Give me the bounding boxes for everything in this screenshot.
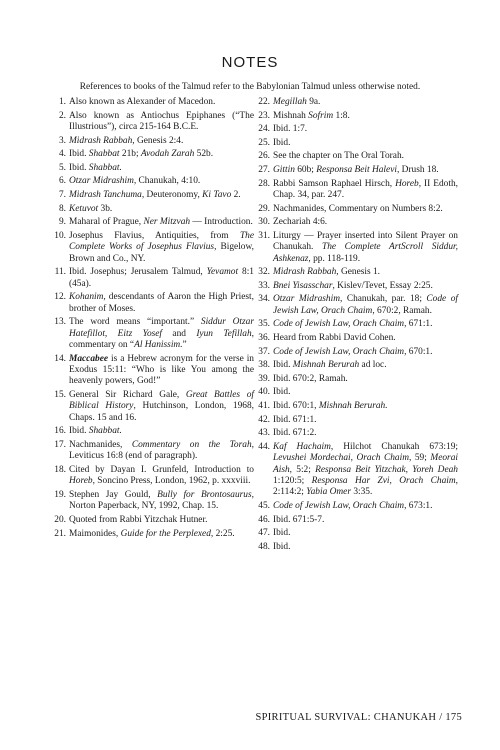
note-number: 28.	[258, 178, 270, 189]
note-text: , Drush 18.	[396, 164, 439, 175]
note-text: , II Edoth, Chap. 34, par. 247.	[273, 178, 459, 200]
note-number: 44.	[258, 441, 270, 452]
note-text: Kaf Hachaim	[273, 441, 331, 452]
note-item	[256, 179, 458, 202]
note-text: Ibid.	[273, 360, 293, 371]
note-text: , 59;	[409, 453, 431, 464]
note-item	[256, 281, 458, 292]
note-item	[52, 163, 254, 174]
note-item	[52, 390, 254, 424]
note-text: Ibid. 671:5-7.	[273, 514, 325, 525]
note-text: Megillah	[273, 97, 307, 107]
note-text: Kohanim	[69, 292, 104, 303]
note-item	[52, 204, 254, 215]
note-text: Ibid.	[69, 426, 89, 437]
note-number: 20.	[54, 514, 66, 525]
note-item	[52, 217, 254, 228]
note-text: Ibid.	[273, 137, 291, 148]
note-item	[256, 111, 458, 122]
note-text: Nachmanides,	[69, 439, 132, 450]
note-item	[52, 465, 254, 488]
note-text: Meorai Aish	[273, 453, 458, 475]
note-text: Midrash Tanchuma	[69, 189, 142, 200]
note-number: 4.	[58, 149, 66, 160]
note-text: Code of Jewish Law, Orach Chaim	[273, 346, 405, 357]
note-text: Great Battles of Biblical History	[69, 389, 254, 412]
note-text: Responsa Beit Halevi	[316, 164, 397, 175]
note-number: 15.	[54, 389, 66, 400]
note-text: , descendants of Aaron the High Priest, brother of Moses.	[69, 292, 254, 314]
note-text: General Sir Richard Gale,	[69, 389, 186, 400]
note-text: ad loc.	[359, 360, 387, 371]
note-text: Stephen Jay Gould,	[69, 489, 158, 500]
note-number: 40.	[258, 387, 270, 398]
note-number: 18.	[54, 464, 66, 475]
note-text: Mishnah Berurah	[292, 360, 360, 371]
note-item	[256, 347, 458, 358]
note-text: Rabbi Samson Raphael Hirsch,	[273, 178, 396, 189]
note-text: Ibid. Josephus; Jerusalem Talmud,	[69, 267, 207, 278]
note-text: , 2:114:2;	[273, 475, 458, 498]
note-number: 48.	[258, 541, 270, 552]
note-text: , Kislev/Tevet, Essay 2:25.	[332, 280, 433, 291]
note-text: Zechariah 4:6.	[273, 217, 328, 228]
note-text: Maharal of Prague,	[69, 217, 144, 228]
note-number: 21.	[54, 528, 66, 539]
note-text: The Complete Works of Josephus Flavius	[69, 230, 254, 253]
note-text: , pp. 118-119.	[308, 253, 361, 264]
note-number: 26.	[258, 151, 270, 162]
note-text: Horeb	[69, 476, 93, 487]
note-number: 19.	[54, 489, 66, 500]
note-text: See the chapter on The Oral Torah.	[273, 151, 404, 162]
note-item	[256, 217, 458, 228]
note-text: Ibid. 1:7.	[273, 124, 308, 135]
intro-text: References to books of the Talmud refer to the Babylonian Talmud unless otherwise noted.	[79, 82, 421, 92]
note-text: Responsa Har Zvi, Orach Chaim	[311, 475, 456, 486]
note-item	[256, 138, 458, 149]
note-text: Shabbat.	[88, 162, 122, 173]
note-text: Code of Jewish Law, Orach Chaim	[273, 294, 458, 316]
note-text: Levushei Mordechai, Orach Chaim	[273, 453, 409, 464]
note-item	[256, 387, 458, 398]
note-item	[52, 97, 254, 108]
note-number: 11.	[54, 267, 66, 278]
note-text: Midrash Rabbah	[273, 267, 337, 278]
note-text: Commentary on the Torah	[131, 439, 252, 450]
note-text: Ibid.	[69, 162, 89, 173]
note-item	[256, 294, 458, 317]
note-text: , 5:2;	[289, 464, 316, 475]
note-number: 16.	[54, 426, 66, 437]
note-number: 31.	[258, 230, 270, 241]
note-text: 8:1 (45a).	[69, 267, 254, 289]
note-text: , Genesis 1.	[336, 267, 381, 278]
note-number: 29.	[258, 203, 270, 214]
note-text: 1:8.	[333, 110, 350, 121]
note-number: 7.	[58, 189, 66, 200]
note-text: Al Hanissim.	[134, 339, 183, 350]
note-item	[256, 374, 458, 385]
note-item	[52, 149, 254, 160]
note-text: , Chanukah, par. 18;	[340, 294, 427, 305]
note-number: 9.	[58, 217, 66, 228]
note-text: , commentary on “	[69, 328, 254, 350]
note-text: , 670:2, Ramah.	[372, 305, 432, 316]
note-item	[52, 490, 254, 513]
note-text: Yevamot	[206, 267, 239, 278]
note-text: Ibid.	[69, 149, 89, 160]
note-number: 8.	[58, 203, 66, 214]
note-text: Maccabee	[69, 353, 109, 364]
note-item	[256, 360, 458, 371]
note-text: Gittin	[273, 164, 295, 175]
note-text: Josephus Flavius, Antiquities, from	[69, 230, 240, 241]
note-text: 2.	[231, 189, 241, 200]
note-text: 1:120:5;	[273, 475, 312, 486]
note-item	[256, 528, 458, 539]
note-number: 34.	[258, 294, 270, 305]
note-item	[256, 542, 458, 553]
note-text: Otzar Midrashim	[273, 294, 340, 305]
note-text: and	[162, 328, 197, 339]
note-number: 2.	[58, 110, 66, 121]
note-text: 3b.	[98, 203, 113, 214]
note-number: 5.	[58, 162, 66, 173]
note-text: Mishnah	[273, 110, 309, 121]
note-text: Yabia Omer	[306, 487, 351, 498]
note-number: 39.	[258, 373, 270, 384]
note-number: 22.	[258, 97, 270, 107]
note-text: — Introduction.	[190, 217, 253, 228]
note-number: 17.	[54, 439, 66, 450]
note-number: 27.	[258, 164, 270, 175]
note-text: Iyun Tefillah	[196, 328, 252, 339]
page-title: NOTES	[221, 54, 279, 71]
note-text: Ibid.	[273, 528, 291, 539]
notes-column-left	[52, 97, 254, 542]
note-text: 9a.	[306, 97, 321, 107]
note-text: , 670:1.	[404, 346, 433, 357]
note-item	[256, 319, 458, 330]
note-item	[52, 354, 254, 388]
note-item	[256, 515, 458, 526]
note-number: 1.	[58, 97, 66, 107]
note-text: Ner Mitzvah	[143, 217, 191, 228]
note-number: 41.	[258, 400, 270, 411]
note-text: Code of Jewish Law, Orach Chaim	[273, 319, 405, 330]
note-text: 60b;	[294, 164, 317, 175]
note-text: , 2:25.	[210, 528, 235, 539]
note-number: 3.	[58, 135, 66, 146]
note-text: Ibid. 671:1.	[273, 414, 317, 425]
note-item	[52, 176, 254, 187]
note-number: 23.	[258, 110, 270, 121]
note-text: Horeb	[395, 178, 419, 189]
note-item	[52, 292, 254, 315]
note-text: Cited by Dayan I. Grunfeld, Introduction to	[69, 464, 254, 475]
note-text: Liturgy — Prayer inserted into Silent Prayer on Chanukah.	[273, 230, 458, 253]
note-item	[256, 442, 458, 499]
note-item	[256, 97, 458, 108]
note-text: , 671:1.	[404, 319, 433, 330]
note-item	[52, 190, 254, 201]
note-number: 25.	[258, 137, 270, 148]
note-text: Ibid.	[273, 387, 291, 398]
note-text: Shabbat.	[88, 426, 122, 437]
note-text: Sofrim	[308, 110, 334, 121]
note-item	[256, 428, 458, 439]
note-text: The word means “important.”	[69, 317, 201, 328]
note-text: , Deuteronomy,	[141, 189, 203, 200]
note-text: Ibid. 671:2.	[273, 428, 317, 439]
note-number: 36.	[258, 332, 270, 343]
note-text: The Complete ArtScroll Siddur, Ashkenaz	[273, 242, 459, 264]
note-text: 21b;	[119, 149, 141, 160]
note-text: 3:35.	[350, 487, 373, 498]
note-text: , Hilchot Chanukah 673:19;	[330, 441, 458, 452]
note-number: 33.	[258, 280, 270, 291]
note-item	[256, 401, 458, 412]
note-text: , Soncino Press, London, 1962, p. xxxviii.	[92, 476, 251, 487]
notes-column-right	[256, 97, 458, 555]
note-text: Mishnah Berurah.	[318, 400, 388, 411]
note-item	[256, 151, 458, 162]
note-number: 37.	[258, 346, 270, 357]
note-number: 24.	[258, 124, 270, 135]
note-number: 45.	[258, 500, 270, 511]
note-text: Bully for Brontosaurus	[157, 489, 252, 500]
note-text: Shabbat	[88, 149, 120, 160]
note-text: 52b.	[194, 149, 214, 160]
note-number: 42.	[258, 414, 270, 425]
note-number: 35.	[258, 319, 270, 330]
note-text: Guide for the Perplexed	[120, 528, 211, 539]
note-text: Code of Jewish Law, Orach Chaim	[273, 500, 405, 511]
note-text: , Bigelow, Brown and Co., NY.	[69, 242, 254, 264]
note-text: , Genesis 2:4.	[132, 135, 184, 146]
note-item	[256, 333, 458, 344]
note-text: , 673:1.	[404, 500, 433, 511]
note-number: 12.	[54, 292, 66, 303]
note-text: Avodah Zarah	[140, 149, 195, 160]
note-item	[52, 426, 254, 437]
note-text: Midrash Rabbah	[69, 135, 133, 146]
note-text: Otzar Midrashim	[69, 176, 134, 187]
note-number: 10.	[54, 230, 66, 241]
note-item	[52, 136, 254, 147]
note-text: Ki Tavo	[202, 189, 232, 200]
note-number: 43.	[258, 428, 270, 439]
note-text: , Leviticus 16:8 (end of paragraph).	[69, 439, 254, 462]
note-text: Bnei Yisasschar	[273, 280, 333, 291]
note-number: 32.	[258, 267, 270, 278]
note-text: Heard from Rabbi David Cohen.	[273, 332, 396, 343]
note-text: Maimonides,	[69, 528, 121, 539]
note-number: 6.	[58, 176, 66, 187]
note-text: , Norton Paperback, NY, 1992, Chap. 15.	[69, 489, 254, 512]
note-text: , Chanukah, 4:10.	[133, 176, 201, 187]
note-number: 14.	[54, 353, 66, 364]
note-text: , Hutchinson, London, 1968, Chaps. 15 and 16.	[69, 401, 254, 423]
note-text: ”	[182, 339, 187, 350]
note-item	[52, 440, 254, 463]
note-text: Nachmanides, Commentary on Numbers 8:2.	[273, 203, 443, 214]
note-item	[256, 267, 458, 278]
note-number: 30.	[258, 217, 270, 228]
note-item	[256, 124, 458, 135]
note-item	[52, 231, 254, 265]
note-text: Ketuvot	[69, 203, 99, 214]
note-item	[52, 267, 254, 290]
note-item	[256, 231, 458, 265]
running-footer: SPIRITUAL SURVIVAL: CHANUKAH / 175	[255, 712, 462, 723]
note-text: Also known as Antiochus Epiphanes (“The Illustrious”), circa 215-164 B.C.E.	[69, 110, 254, 132]
note-number: 13.	[54, 317, 66, 328]
note-text: Ibid. 670:2, Ramah.	[273, 373, 348, 384]
note-item	[256, 501, 458, 512]
note-number: 38.	[258, 360, 270, 371]
note-number: 47.	[258, 528, 270, 539]
note-item	[52, 317, 254, 351]
note-item	[52, 529, 254, 540]
note-text: Siddur Otzar Hatefillot, Eitz Yosef	[69, 317, 254, 339]
note-text: is a Hebrew acronym for the verse in Exodus 15:11: “Who is like You among the heavenly powers, God!”	[69, 353, 254, 387]
note-text: Responsa Beit Yitzchak, Yoreh Deah	[315, 464, 458, 475]
note-item	[256, 204, 458, 215]
note-item	[52, 515, 254, 526]
note-item	[52, 111, 254, 134]
note-text: Quoted from Rabbi Yitzchak Hutner.	[69, 514, 208, 525]
note-text: Ibid. 670:1,	[273, 400, 319, 411]
note-text: Also known as Alexander of Macedon.	[69, 97, 216, 107]
note-item	[256, 415, 458, 426]
note-number: 46.	[258, 514, 270, 525]
note-item	[256, 165, 458, 176]
note-text: Ibid.	[273, 541, 291, 552]
